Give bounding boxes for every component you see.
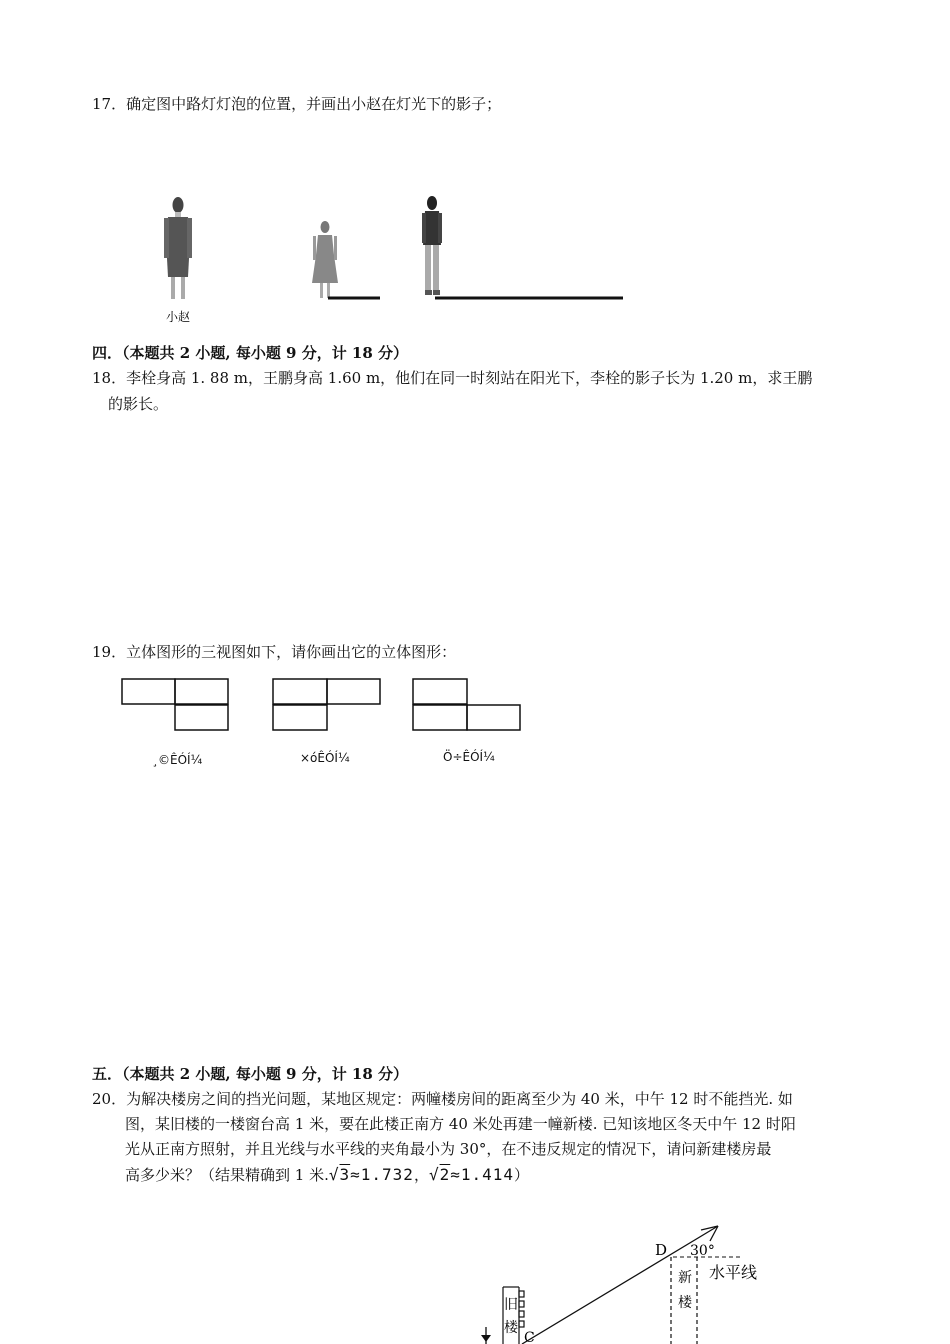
label-new-1: 新: [678, 1270, 692, 1286]
three-views: [115, 672, 535, 742]
section5-title: 五．（本题共 2 小题, 每小题 9 分，计 18 分）: [92, 1065, 409, 1083]
view-2-drawing: [273, 679, 380, 730]
q20-paragraph: [92, 1087, 862, 1188]
sqrt-sign-icon: √: [428, 1165, 440, 1184]
approx-value-2: ≈1.414: [450, 1165, 515, 1184]
person-small-woman: [312, 221, 338, 298]
label-angle: 30°: [690, 1243, 715, 1259]
q20-line1: 20．为解决楼房之间的挡光问题，某地区规定：两幢楼房间的距离至少为 40 米，中午 12 时不能挡光. 如: [92, 1090, 793, 1108]
q20-line3: 光从正南方照射，并且光线与水平线的夹角最小为 30°，在不违反规定的情况下，请问新建楼房最: [125, 1140, 772, 1158]
person-xiaozhao: [164, 197, 192, 299]
sqrt3-radicand: 3: [339, 1165, 351, 1184]
sqrt-sign-icon: √: [328, 1165, 340, 1184]
person-man: [422, 196, 442, 295]
q20-line2: 图，某旧楼的一楼窗台高 1 米，要在此楼正南方 40 米处再建一幢新楼. 已知该地区冬天中午 12 时阳: [125, 1115, 796, 1133]
label-old-1: 旧: [504, 1297, 518, 1313]
q20-close: ）: [514, 1166, 530, 1184]
down-arrow-icon: [481, 1327, 491, 1344]
view-1-caption: ¸©ÊÓÍ¼: [152, 753, 203, 767]
view-3-caption: Ö÷ÊÓÍ¼: [443, 750, 495, 764]
view-2-caption: ×óÊÓÍ¼: [300, 751, 350, 765]
label-old-2: 楼: [504, 1320, 518, 1336]
q18-line2: 的影长。: [108, 395, 169, 413]
section4-title: 四．（本题共 2 小题, 每小题 9 分，计 18 分）: [92, 344, 409, 362]
label-xiaozhao: 小赵: [166, 310, 191, 324]
view-1-drawing: [122, 679, 228, 730]
q17-figure: [150, 185, 640, 330]
q20-figure: [460, 1215, 780, 1344]
view-3-drawing: [413, 679, 520, 730]
q18-line1: 18．李栓身高 1. 88 m，王鹏身高 1.60 m，他们在同一时刻站在阳光下，李栓的影子长为 1.20 m，求王鹏: [92, 369, 813, 387]
label-D: D: [655, 1241, 668, 1259]
q17-text: 17．确定图中路灯灯泡的位置，并画出小赵在灯光下的影子；: [92, 95, 502, 113]
q19-text: 19．立体图形的三视图如下，请你画出它的立体图形：: [92, 643, 457, 661]
label-C: C: [524, 1330, 535, 1344]
q20-line4-prefix: 高多少米？（结果精确到 1 米.: [125, 1166, 329, 1184]
sqrt2-radicand: 2: [439, 1165, 451, 1184]
label-horizontal: 水平线: [709, 1263, 758, 1282]
q20-line4: [92, 1162, 862, 1188]
q20-separator: ，: [413, 1166, 429, 1184]
approx-value-1: ≈1.732: [350, 1165, 414, 1184]
label-new-2: 楼: [678, 1295, 692, 1311]
